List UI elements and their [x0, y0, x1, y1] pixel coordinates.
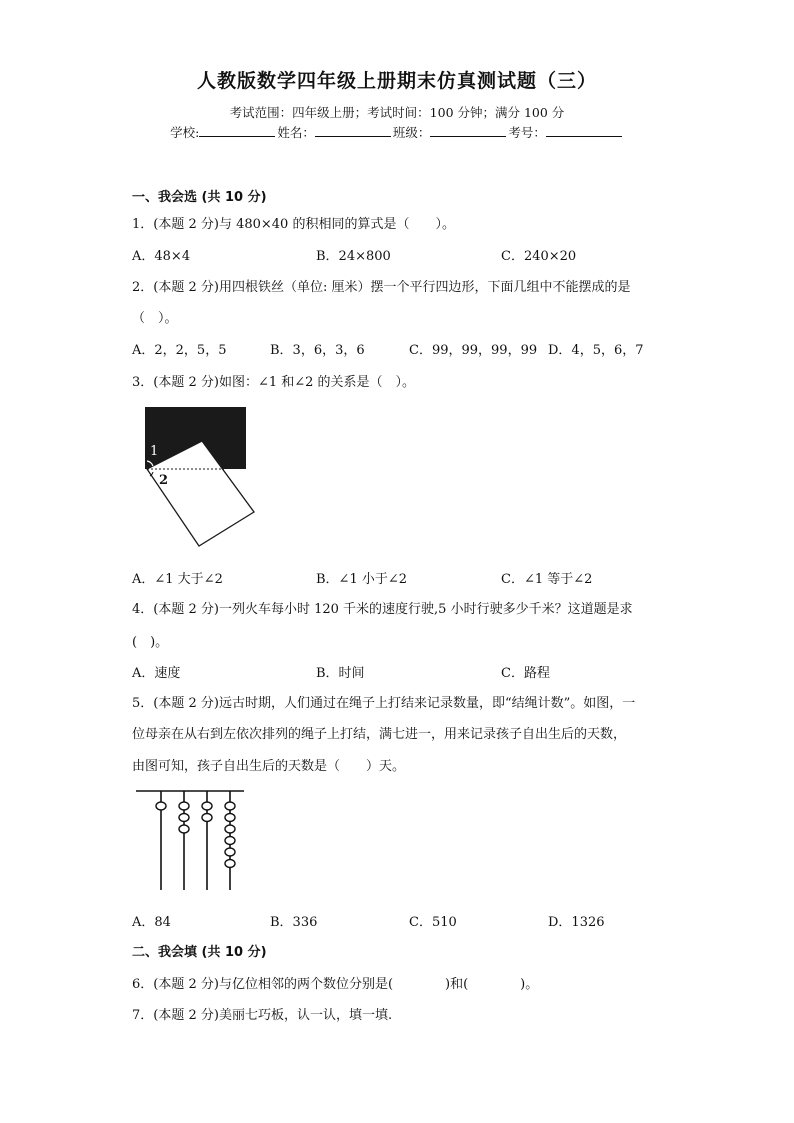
q5-option-b[interactable]: B．336 — [270, 915, 318, 930]
q2-option-a[interactable]: A．2，2，5，5 — [132, 343, 227, 358]
q2-option-c[interactable]: C．99，99，99，99 — [409, 343, 538, 358]
q5-option-d[interactable]: D．1326 — [548, 915, 605, 930]
school-field[interactable]: 学校: — [170, 123, 277, 141]
rope-3-knot — [202, 814, 212, 822]
q1-option-c[interactable]: C．240×20 — [501, 249, 577, 264]
angle-2-label: 2 — [159, 473, 169, 488]
q1-option-a[interactable]: A．48×4 — [132, 249, 191, 264]
q1-option-b[interactable]: B．24×800 — [316, 249, 391, 264]
rope-4-knot — [225, 825, 235, 833]
question-3: 3．(本题 2 分)如图：∠1 和∠2 的关系是（ ）。 — [132, 375, 416, 390]
q3-option-a[interactable]: A．∠1 大于∠2 — [132, 572, 223, 587]
rope-1-knot — [156, 802, 166, 810]
name-blank[interactable] — [315, 124, 391, 137]
question-4-line-1: 4．(本题 2 分)一列火车每小时 120 千米的速度行驶,5 小时行驶多少千米？这道题是求 — [132, 602, 633, 617]
q4-option-c[interactable]: C．路程 — [501, 666, 550, 681]
question-5-line-2: 位母亲在从右到左依次排列的绳子上打结，满七进一，用来记录孩子自出生后的天数， — [132, 727, 627, 742]
q3-option-b[interactable]: B．∠1 小于∠2 — [316, 572, 408, 587]
question-2-line-1: 2．(本题 2 分)用四根铁丝（单位: 厘米）摆一个平行四边形，下面几组中不能摆成的是 — [132, 280, 631, 295]
exam-info: 考试范围：四年级上册；考试时间：100 分钟；满分 100 分 — [229, 105, 565, 120]
rope-4-knot — [225, 848, 235, 856]
rope-3-knot — [202, 802, 212, 810]
q3-angle-figure — [140, 405, 260, 550]
school-blank[interactable] — [199, 124, 275, 137]
rope-4-knot — [225, 814, 235, 822]
q5-option-c[interactable]: C．510 — [409, 915, 457, 930]
rope-2-knot — [179, 802, 189, 810]
q2-option-d[interactable]: D．4，5，6，7 — [548, 343, 644, 358]
question-2-line-2: （ ）。 — [132, 311, 178, 326]
q5-option-a[interactable]: A．84 — [132, 915, 171, 930]
name-field[interactable]: 姓名： — [277, 123, 393, 141]
question-5-line-3: 由图可知，孩子自出生后的天数是（ ）天。 — [132, 759, 406, 774]
page-title: 人教版数学四年级上册期末仿真测试题（三） — [196, 70, 597, 92]
student-info-fields — [0, 123, 794, 141]
section-1-heading: 一、我会选 (共 10 分) — [132, 190, 267, 205]
rope-2-knot — [179, 814, 189, 822]
angle-1-label: 1 — [150, 444, 159, 459]
exam-number-field[interactable]: 考号： — [508, 123, 624, 141]
class-field[interactable]: 班级： — [393, 123, 509, 141]
exam-number-blank[interactable] — [546, 124, 622, 137]
rope-2-knot — [179, 825, 189, 833]
rope-4-knot — [225, 837, 235, 845]
q4-option-a[interactable]: A．速度 — [132, 666, 181, 681]
question-1: 1．(本题 2 分)与 480×40 的积相同的算式是（ ）。 — [132, 217, 455, 232]
class-blank[interactable] — [430, 124, 506, 137]
rope-4-knot — [225, 802, 235, 810]
rope-4-knot — [225, 860, 235, 868]
question-6: 6．(本题 2 分)与亿位相邻的两个数位分别是( )和( )。 — [132, 977, 539, 992]
q4-option-b[interactable]: B．时间 — [316, 666, 365, 681]
question-7: 7．(本题 2 分)美丽七巧板，认一认，填一填. — [132, 1008, 393, 1023]
q3-option-c[interactable]: C．∠1 等于∠2 — [501, 572, 593, 587]
q2-option-b[interactable]: B．3，6，3，6 — [270, 343, 365, 358]
question-4-line-2: ( )。 — [132, 635, 169, 650]
section-2-heading: 二、我会填 (共 10 分) — [132, 945, 267, 960]
question-5-line-1: 5．(本题 2 分)远古时期，人们通过在绳子上打结来记录数量，即“结绳计数”。如图，一 — [132, 696, 636, 711]
q5-knot-rope-figure — [133, 786, 248, 894]
